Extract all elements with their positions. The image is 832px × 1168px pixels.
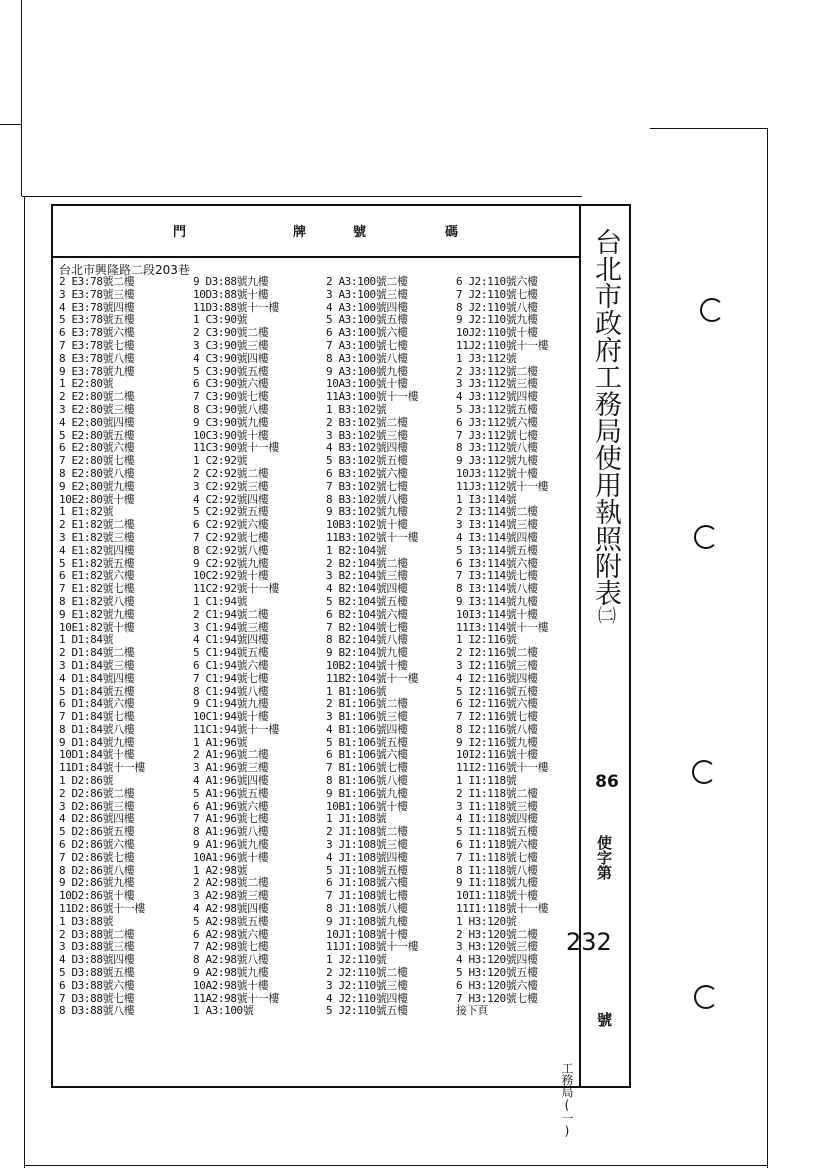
address-entry: 11B3:102號十一樓 — [326, 530, 419, 544]
address-entry: 2 E1:82號二樓 — [59, 518, 135, 532]
address-entry: 3 I1:118號三樓 — [456, 799, 538, 813]
address-entry: 1 D2:86號 — [59, 774, 114, 788]
address-entry: 9 E2:80號九樓 — [59, 479, 135, 493]
address-entry: 10E1:82號十樓 — [59, 620, 135, 634]
address-entry: 4 B3:102號四樓 — [326, 441, 408, 455]
address-entry: 6 B1:106號六樓 — [326, 748, 408, 762]
address-entry: 10C1:94號十樓 — [193, 710, 269, 724]
address-entry: 6 D1:84號六樓 — [59, 697, 135, 711]
address-entry: 4 I1:118號四樓 — [456, 812, 538, 826]
address-entry: 4 D1:84號四樓 — [59, 671, 135, 685]
address-entry: 4 D2:86號四樓 — [59, 812, 135, 826]
top-right-dash — [650, 128, 768, 129]
address-entry: 5 E1:82號五樓 — [59, 556, 135, 570]
address-entry: 6 D2:86號六樓 — [59, 838, 135, 852]
address-entry: 7 B1:106號七樓 — [326, 761, 408, 775]
address-entry: 6 E3:78號六樓 — [59, 326, 135, 340]
header-char-4: 碼 — [445, 225, 459, 240]
address-entry: 5 B1:106號五樓 — [326, 735, 408, 749]
address-entry: 6 A1:96號六樓 — [193, 799, 269, 813]
address-entry: 4 J1:108號四樓 — [326, 850, 408, 864]
address-entry: 6 A2:98號六樓 — [193, 927, 269, 941]
address-entry: 3 C2:92號三樓 — [193, 479, 269, 493]
address-entry: 11A2:98號十一樓 — [193, 991, 279, 1005]
bottom-stamp: 工務局(一) — [560, 1062, 574, 1138]
header-char-1: 門 — [173, 225, 187, 240]
punch-hole-1 — [700, 298, 724, 322]
address-entry: 5 I1:118號五樓 — [456, 825, 538, 839]
address-entry: 9 B3:102號九樓 — [326, 505, 408, 519]
address-entry: 10D3:88號十樓 — [193, 287, 269, 301]
address-entry: 7 D3:88號七樓 — [59, 991, 135, 1005]
address-entry: 8 B1:106號八樓 — [326, 774, 408, 788]
address-entry: 7 A3:100號七樓 — [326, 338, 408, 352]
address-column-3 — [326, 276, 456, 1018]
street-name: 台北市興隆路二段203巷 — [59, 263, 190, 277]
address-entry: 3 J2:110號三樓 — [326, 978, 408, 992]
address-entry: 1 C1:94號 — [193, 594, 248, 608]
punch-hole-4 — [694, 985, 718, 1009]
address-entry: 4 B1:106號四樓 — [326, 722, 408, 736]
address-entry: 7 E1:82號七樓 — [59, 582, 135, 596]
address-entry: 5 C2:92號五樓 — [193, 505, 269, 519]
address-entry: 6 C1:94號六樓 — [193, 658, 269, 672]
address-entry: 1 I2:116號 — [456, 633, 517, 647]
address-entry: 3 A1:96號三樓 — [193, 761, 269, 775]
address-entry: 6 I2:116號六樓 — [456, 697, 538, 711]
address-entry: 7 I3:114號七樓 — [456, 569, 538, 583]
address-entry: 接下頁 — [456, 1004, 488, 1018]
address-entry: 6 D3:88號六樓 — [59, 978, 135, 992]
address-entry: 8 C3:90號八樓 — [193, 402, 269, 416]
address-entry: 5 B2:104號五樓 — [326, 594, 408, 608]
address-entry: 7 J2:110號七樓 — [456, 287, 538, 301]
address-entry: 7 J1:108號七樓 — [326, 889, 408, 903]
right-edge-line — [767, 128, 768, 1168]
address-entry: 6 J1:108號六樓 — [326, 876, 408, 890]
address-entry: 8 J2:110號八樓 — [456, 300, 538, 314]
address-entry: 8 I2:116號八樓 — [456, 722, 538, 736]
address-entry: 1 J3:112號 — [456, 351, 517, 365]
address-entry: 1 I1:118號 — [456, 774, 517, 788]
address-entry: 2 J1:108號二樓 — [326, 825, 408, 839]
address-entry: 1 E2:80號 — [59, 377, 114, 391]
side-title — [587, 228, 623, 624]
address-entry: 7 B3:102號七樓 — [326, 479, 408, 493]
address-entry: 6 B3:102號六樓 — [326, 466, 408, 480]
address-entry: 3 A3:100號三樓 — [326, 287, 408, 301]
address-entry: 2 C2:92號二樓 — [193, 466, 269, 480]
address-column-4 — [456, 276, 586, 1018]
address-entry: 9 A3:100號九樓 — [326, 364, 408, 378]
address-entry: 4 C2:92號四樓 — [193, 492, 269, 506]
address-entry: 11D2:86號十一樓 — [59, 902, 145, 916]
address-entry: 11D1:84號十一樓 — [59, 761, 145, 775]
address-entry: 8 E3:78號八樓 — [59, 351, 135, 365]
address-entry: 11A3:100號十一樓 — [326, 390, 419, 404]
address-entry: 7 D2:86號七樓 — [59, 850, 135, 864]
address-entry: 5 D2:86號五樓 — [59, 825, 135, 839]
address-entry: 11B2:104號十一樓 — [326, 671, 419, 685]
address-entry: 9 D1:84號九樓 — [59, 735, 135, 749]
address-entry: 2 B2:104號二樓 — [326, 556, 408, 570]
address-entry: 3 B1:106號三樓 — [326, 710, 408, 724]
address-entry: 5 A1:96號五樓 — [193, 786, 269, 800]
address-entry: 5 J1:108號五樓 — [326, 863, 408, 877]
address-entry: 7 A2:98號七樓 — [193, 940, 269, 954]
address-entry: 9 J2:110號九樓 — [456, 313, 538, 327]
address-entry: 9 D2:86號九樓 — [59, 876, 135, 890]
address-entry: 5 D1:84號五樓 — [59, 684, 135, 698]
address-entry: 6 C2:92號六樓 — [193, 518, 269, 532]
address-entry: 1 J2:110號 — [326, 953, 387, 967]
address-entry: 1 D1:84號 — [59, 633, 114, 647]
address-entry: 2 J3:112號二樓 — [456, 364, 538, 378]
address-entry: 7 J3:112號七樓 — [456, 428, 538, 442]
permit-year: 86 — [595, 772, 619, 792]
address-entry: 7 C3:90號七樓 — [193, 390, 269, 404]
address-entry: 1 E1:82號 — [59, 505, 114, 519]
address-entry: 3 C1:94號三樓 — [193, 620, 269, 634]
address-entry: 7 E2:80號七樓 — [59, 454, 135, 468]
address-entry: 5 C1:94號五樓 — [193, 646, 269, 660]
address-entry: 8 A3:100號八樓 — [326, 351, 408, 365]
address-table — [51, 204, 581, 1088]
address-entry: 2 B1:106號二樓 — [326, 697, 408, 711]
address-entry: 5 J2:110號五樓 — [326, 1004, 408, 1018]
address-entry: 6 H3:120號六樓 — [456, 978, 538, 992]
address-entry: 2 J2:110號二樓 — [326, 966, 408, 980]
address-entry: 7 H3:120號七樓 — [456, 991, 538, 1005]
address-entry: 11C2:92號十一樓 — [193, 582, 279, 596]
address-entry: 11D3:88號十一樓 — [193, 300, 279, 314]
address-entry: 3 I3:114號三樓 — [456, 518, 538, 532]
address-entry: 7 A1:96號七樓 — [193, 812, 269, 826]
address-entry: 11J1:108號十一樓 — [326, 940, 419, 954]
side-title-text: 台北市政府工務局使用執照附表 — [590, 228, 621, 606]
address-entry: 5 A3:100號五樓 — [326, 313, 408, 327]
address-entry: 7 D1:84號七樓 — [59, 710, 135, 724]
address-entry: 7 B2:104號七樓 — [326, 620, 408, 634]
address-entry: 4 E3:78號四樓 — [59, 300, 135, 314]
permit-chars: 使字第 — [595, 834, 613, 880]
address-entry: 10J1:108號十樓 — [326, 927, 408, 941]
address-entry: 11C3:90號十一樓 — [193, 441, 279, 455]
address-entry: 6 I1:118號六樓 — [456, 838, 538, 852]
address-entry: 1 I3:114號 — [456, 492, 517, 506]
address-entry: 9 I1:118號九樓 — [456, 876, 538, 890]
address-entry: 3 D3:88號三樓 — [59, 940, 135, 954]
address-entry: 11C1:94號十一樓 — [193, 722, 279, 736]
address-entry: 7 C2:92號七樓 — [193, 530, 269, 544]
address-entry: 10B2:104號十樓 — [326, 658, 408, 672]
address-entry: 5 A2:98號五樓 — [193, 914, 269, 928]
address-entry: 9 B2:104號九樓 — [326, 646, 408, 660]
address-entry: 8 A2:98號八樓 — [193, 953, 269, 967]
address-entry: 8 C2:92號八樓 — [193, 543, 269, 557]
permit-number: 232 — [566, 928, 612, 956]
address-entry: 1 H3:120號 — [456, 914, 517, 928]
address-entry: 4 J2:110號四樓 — [326, 991, 408, 1005]
address-entry: 11J2:110號十一樓 — [456, 338, 549, 352]
address-entry: 3 E3:78號三樓 — [59, 287, 135, 301]
address-entry: 3 I2:116號三樓 — [456, 658, 538, 672]
header-char-3: 號 — [353, 225, 367, 240]
address-entry: 2 D1:84號二樓 — [59, 646, 135, 660]
address-entry: 8 B3:102號八樓 — [326, 492, 408, 506]
address-entry: 3 B2:104號三樓 — [326, 569, 408, 583]
permit-tail: 號 — [595, 1012, 613, 1027]
address-entry: 2 A3:100號二樓 — [326, 275, 408, 288]
address-entry: 5 B3:102號五樓 — [326, 454, 408, 468]
address-entry: 6 I3:114號六樓 — [456, 556, 538, 570]
address-entry: 9 I2:116號九樓 — [456, 735, 538, 749]
address-entry: 6 A3:100號六樓 — [326, 326, 408, 340]
address-entry: 4 D3:88號四樓 — [59, 953, 135, 967]
address-entry: 9 E1:82號九樓 — [59, 607, 135, 621]
address-entry: 10I3:114號十樓 — [456, 607, 538, 621]
address-entry: 8 E2:80號八樓 — [59, 466, 135, 480]
address-entry: 5 I2:116號五樓 — [456, 684, 538, 698]
address-entry: 3 A2:98號三樓 — [193, 889, 269, 903]
address-entry: 1 D3:88號 — [59, 914, 114, 928]
address-entry: 3 J3:112號三樓 — [456, 377, 538, 391]
address-entry: 3 J1:108號三樓 — [326, 838, 408, 852]
address-entry: 3 D1:84號三樓 — [59, 658, 135, 672]
address-entry: 8 C1:94號八樓 — [193, 684, 269, 698]
address-entry: 8 B2:104號八樓 — [326, 633, 408, 647]
address-entry: 10A1:96號十樓 — [193, 850, 269, 864]
address-entry: 8 D3:88號八樓 — [59, 1004, 135, 1018]
address-entry: 4 A2:98號四樓 — [193, 902, 269, 916]
address-entry: 4 B2:104號四樓 — [326, 582, 408, 596]
address-entry: 1 B3:102號 — [326, 402, 387, 416]
address-entry: 11J3:112號十一樓 — [456, 479, 549, 493]
address-entry: 8 E1:82號八樓 — [59, 594, 135, 608]
address-entry: 2 E3:78號二樓 — [59, 275, 135, 288]
address-column-1 — [59, 276, 189, 1018]
address-entry: 3 B3:102號三樓 — [326, 428, 408, 442]
address-entry: 10I2:116號十樓 — [456, 748, 538, 762]
header-char-2: 牌 — [293, 225, 307, 240]
top-left-short-tick — [0, 124, 22, 125]
address-entry: 1 B1:106號 — [326, 684, 387, 698]
address-entry: 3 H3:120號三樓 — [456, 940, 538, 954]
address-entry: 7 I1:118號七樓 — [456, 850, 538, 864]
address-entry: 10A2:98號十樓 — [193, 978, 269, 992]
address-entry: 2 I2:116號二樓 — [456, 646, 538, 660]
address-entry: 9 A1:96號九樓 — [193, 838, 269, 852]
address-entry: 3 E2:80號三樓 — [59, 402, 135, 416]
address-entry: 2 B3:102號二樓 — [326, 415, 408, 429]
top-horizontal-line — [22, 196, 582, 197]
bottom-edge-line — [24, 1165, 768, 1166]
address-entry: 1 B2:104號 — [326, 543, 387, 557]
address-entry: 2 D3:88號二樓 — [59, 927, 135, 941]
address-entry: 5 I3:114號五樓 — [456, 543, 538, 557]
address-entry: 9 C1:94號九樓 — [193, 697, 269, 711]
address-entry: 4 J3:112號四樓 — [456, 390, 538, 404]
address-entry: 2 C3:90號二樓 — [193, 326, 269, 340]
address-entry: 4 I3:114號四樓 — [456, 530, 538, 544]
top-left-vertical-line — [21, 0, 22, 196]
address-entry: 2 E2:80號二樓 — [59, 390, 135, 404]
address-entry: 2 I3:114號二樓 — [456, 505, 538, 519]
address-entry: 7 I2:116號七樓 — [456, 710, 538, 724]
address-entry: 9 C3:90號九樓 — [193, 415, 269, 429]
address-entry: 4 C3:90號四樓 — [193, 351, 269, 365]
address-entry: 11I1:118號十一樓 — [456, 902, 549, 916]
address-entry: 5 E3:78號五樓 — [59, 313, 135, 327]
address-entry: 8 I3:114號八樓 — [456, 582, 538, 596]
address-entry: 5 C3:90號五樓 — [193, 364, 269, 378]
address-entry: 2 A1:96號二樓 — [193, 748, 269, 762]
address-entry: 10J2:110號十樓 — [456, 326, 538, 340]
address-entry: 5 D3:88號五樓 — [59, 966, 135, 980]
address-entry: 10B3:102號十樓 — [326, 518, 408, 532]
address-entry: 5 E2:80號五樓 — [59, 428, 135, 442]
address-entry: 2 A2:98號二樓 — [193, 876, 269, 890]
address-entry: 2 H3:120號二樓 — [456, 927, 538, 941]
address-entry: 3 E1:82號三樓 — [59, 530, 135, 544]
address-entry: 10D2:86號十樓 — [59, 889, 135, 903]
address-entry: 9 E3:78號九樓 — [59, 364, 135, 378]
address-entry: 5 J3:112號五樓 — [456, 402, 538, 416]
address-column-2 — [193, 276, 323, 1018]
address-entry: 9 J3:112號九樓 — [456, 454, 538, 468]
address-entry: 4 A3:100號四樓 — [326, 300, 408, 314]
address-entry: 10J3:112號十樓 — [456, 466, 538, 480]
side-title-suffix: ㈡ — [595, 606, 616, 624]
address-entry: 3 C3:90號三樓 — [193, 338, 269, 352]
address-entry: 9 J1:108號九樓 — [326, 914, 408, 928]
address-entry: 10E2:80號十樓 — [59, 492, 135, 506]
address-entry: 9 B1:106號九樓 — [326, 786, 408, 800]
address-entry: 5 H3:120號五樓 — [456, 966, 538, 980]
address-entry: 9 C2:92號九樓 — [193, 556, 269, 570]
address-entry: 8 A1:96號八樓 — [193, 825, 269, 839]
address-entry: 6 E1:82號六樓 — [59, 569, 135, 583]
address-entry: 4 E1:82號四樓 — [59, 543, 135, 557]
address-entry: 1 C2:92號 — [193, 454, 248, 468]
address-entry: 3 D2:86號三樓 — [59, 799, 135, 813]
address-entry: 7 C1:94號七樓 — [193, 671, 269, 685]
address-entry: 11I3:114號十一樓 — [456, 620, 549, 634]
address-entry: 9 I3:114號九樓 — [456, 594, 538, 608]
address-entry: 6 C3:90號六樓 — [193, 377, 269, 391]
left-edge-line — [24, 196, 25, 1168]
address-entry: 8 D1:84號八樓 — [59, 722, 135, 736]
address-entry: 4 H3:120號四樓 — [456, 953, 538, 967]
address-entry: 2 I1:118號二樓 — [456, 786, 538, 800]
address-entry: 1 A1:96號 — [193, 735, 248, 749]
address-entry: 1 J1:108號 — [326, 812, 387, 826]
address-entry: 9 A2:98號九樓 — [193, 966, 269, 980]
address-entry: 10C2:92號十樓 — [193, 569, 269, 583]
address-entry: 10D1:84號十樓 — [59, 748, 135, 762]
address-entry: 9 D3:88號九樓 — [193, 275, 269, 288]
address-entry: 8 D2:86號八樓 — [59, 863, 135, 877]
table-header — [53, 206, 579, 258]
punch-hole-2 — [694, 525, 718, 549]
address-entry: 11I2:116號十一樓 — [456, 761, 549, 775]
address-entry: 4 C1:94號四樓 — [193, 633, 269, 647]
address-entry: 6 B2:104號六樓 — [326, 607, 408, 621]
address-entry: 1 C3:90號 — [193, 313, 248, 327]
address-entry: 10I1:118號十樓 — [456, 889, 538, 903]
address-entry: 1 A2:98號 — [193, 863, 248, 877]
address-entry: 6 J2:110號六樓 — [456, 275, 538, 288]
address-entry: 2 D2:86號二樓 — [59, 786, 135, 800]
address-entry: 6 J3:112號六樓 — [456, 415, 538, 429]
address-entry: 2 C1:94號二樓 — [193, 607, 269, 621]
address-entry: 10C3:90號十樓 — [193, 428, 269, 442]
address-entry: 10A3:100號十樓 — [326, 377, 408, 391]
address-entry: 6 E2:80號六樓 — [59, 441, 135, 455]
address-entry: 4 I2:116號四樓 — [456, 671, 538, 685]
address-entry: 1 A3:100號 — [193, 1004, 254, 1018]
address-entry: 4 A1:96號四樓 — [193, 774, 269, 788]
address-entry: 8 I1:118號八樓 — [456, 863, 538, 877]
punch-hole-3 — [692, 760, 716, 784]
address-entry: 10B1:106號十樓 — [326, 799, 408, 813]
address-entry: 4 E2:80號四樓 — [59, 415, 135, 429]
address-entry: 8 J1:108號八樓 — [326, 902, 408, 916]
address-entry: 7 E3:78號七樓 — [59, 338, 135, 352]
address-entry: 8 J3:112號八樓 — [456, 441, 538, 455]
